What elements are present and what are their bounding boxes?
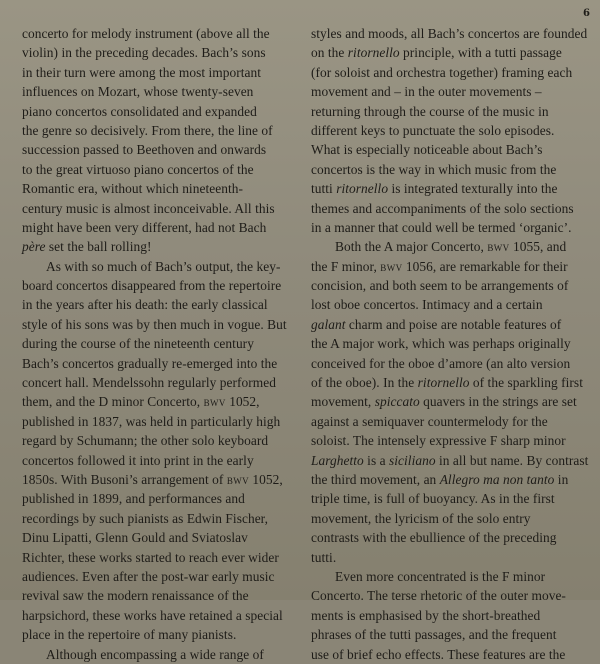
text-run: during the course of the nineteenth century xyxy=(22,336,254,352)
text-line xyxy=(311,509,587,528)
text-run: triple time, is full of buoyancy. As in the first xyxy=(311,491,555,507)
text-line xyxy=(311,63,587,82)
text-run: regard by Schumann; the other solo keyboard xyxy=(22,433,269,449)
text-line xyxy=(22,567,302,586)
text-run: in the years after his death: the early classical xyxy=(22,297,268,313)
page-number: 6 xyxy=(583,8,590,19)
text-line xyxy=(22,218,302,237)
text-line xyxy=(22,354,302,373)
text-run: of the oboe). In the xyxy=(311,375,418,391)
text-line xyxy=(311,43,587,62)
text-line xyxy=(311,528,587,547)
text-line xyxy=(22,237,302,256)
text-line xyxy=(22,392,302,411)
text-line xyxy=(311,431,587,450)
text-run: harpsichord, these works have retained a special xyxy=(22,607,283,623)
text-line xyxy=(22,645,302,664)
text-line xyxy=(22,43,302,62)
text-line xyxy=(311,140,587,159)
text-line xyxy=(22,102,302,121)
catalogue-abbreviation: bwv xyxy=(380,258,403,274)
italic-run: ritornello xyxy=(347,45,400,61)
text-run: charm and poise are notable features of xyxy=(345,316,562,332)
text-run: movement, xyxy=(311,394,375,410)
catalogue-abbreviation: bwv xyxy=(203,394,226,410)
text-line xyxy=(22,625,302,644)
text-run: them, and the D minor Concerto, xyxy=(22,394,204,410)
text-run: 1052, xyxy=(225,394,260,410)
catalogue-abbreviation: bwv xyxy=(226,471,250,487)
text-run: published in 1837, was held in particularly high xyxy=(22,413,281,429)
text-line xyxy=(311,276,587,295)
text-line xyxy=(311,412,587,431)
text-line xyxy=(311,567,587,586)
text-run: Even more concentrated is the F minor xyxy=(335,568,546,584)
text-run: the third movement, an xyxy=(311,471,440,487)
text-run: style of his sons was by then much in vogue. But xyxy=(22,316,287,332)
text-line xyxy=(22,257,302,276)
text-run: Although encompassing a wide range of xyxy=(46,646,264,662)
text-run: board concertos disappeared from the repertoire xyxy=(22,278,282,294)
text-run: is a xyxy=(363,452,389,468)
text-run: What is especially noticeable about Bach’s xyxy=(311,142,543,158)
catalogue-abbreviation: bwv xyxy=(487,239,510,255)
text-run: in all but name. By contrast xyxy=(435,452,589,468)
text-run: century music is almost inconceivable. All this xyxy=(22,200,275,216)
text-line xyxy=(22,509,302,528)
text-run: concert hall. Mendelssohn regularly performed xyxy=(22,375,276,391)
italic-run: père xyxy=(22,239,46,255)
italic-run: galant xyxy=(311,316,346,332)
text-line xyxy=(22,470,302,489)
text-run: concertos followed it into print in the early xyxy=(22,452,254,468)
text-run: concerto for melody instrument (above all the xyxy=(22,26,270,41)
text-line xyxy=(311,295,587,314)
text-run: the A major work, which was perhaps originally xyxy=(311,336,571,352)
text-line xyxy=(22,528,302,547)
text-run: ments is emphasised by the short-breathed xyxy=(311,607,541,623)
text-run: to the great virtuoso piano concertos of the xyxy=(22,161,254,177)
text-run: set the ball rolling! xyxy=(45,239,152,255)
text-run: influences on Mozart, whose twenty-seven xyxy=(22,84,254,100)
text-run: recordings by such pianists as Edwin Fischer, xyxy=(22,510,269,526)
text-run: revival saw the modern renaissance of the xyxy=(22,588,249,604)
text-run: (for soloist and orchestra together) framing each xyxy=(311,64,573,80)
text-run: the genre so decisively. From there, the line of xyxy=(22,122,273,138)
text-line xyxy=(311,179,587,198)
text-line xyxy=(311,121,587,140)
text-line xyxy=(22,431,302,450)
text-run: place in the repertoire of many pianists. xyxy=(22,627,237,643)
text-line xyxy=(22,140,302,159)
text-line xyxy=(311,451,587,470)
italic-run: spiccato xyxy=(374,394,420,410)
text-run: different keys to punctuate the solo episodes. xyxy=(311,122,555,138)
text-line xyxy=(22,315,302,334)
text-line xyxy=(22,489,302,508)
text-run: piano concertos consolidated and expanded xyxy=(22,103,257,119)
text-run: contrasts with the ebullience of the preceding xyxy=(311,530,557,546)
text-line xyxy=(311,645,587,664)
text-run: 1055, and xyxy=(509,239,567,255)
text-line xyxy=(22,548,302,567)
text-run: 1850s. With Busoni’s arrangement of xyxy=(22,471,227,487)
text-line xyxy=(311,586,587,605)
text-run: on the xyxy=(311,45,348,61)
text-run: in their turn were among the most important xyxy=(22,64,262,80)
italic-run: siciliano xyxy=(389,452,436,468)
text-line xyxy=(311,82,587,101)
text-line xyxy=(311,237,587,256)
text-run: movement, the lyricism of the solo entry xyxy=(311,510,531,526)
text-line xyxy=(22,412,302,431)
italic-run: ritornello xyxy=(336,181,389,197)
text-line xyxy=(22,63,302,82)
text-line xyxy=(22,295,302,314)
text-line xyxy=(22,199,302,218)
text-run: concertos is the way in which music from the xyxy=(311,161,557,177)
text-run: Dinu Lipatti, Glenn Gould and Sviatoslav xyxy=(22,530,248,546)
text-run: principle, with a tutti passage xyxy=(399,45,562,61)
text-line xyxy=(311,606,587,625)
text-line xyxy=(22,24,302,43)
text-line xyxy=(22,606,302,625)
text-line xyxy=(311,160,587,179)
text-line xyxy=(311,257,587,276)
text-run: As with so much of Bach’s output, the key- xyxy=(46,258,281,274)
text-line xyxy=(311,199,587,218)
text-line xyxy=(311,392,587,411)
text-line xyxy=(22,276,302,295)
text-run: returning through the course of the music in xyxy=(311,103,549,119)
text-line xyxy=(311,625,587,644)
text-line xyxy=(311,102,587,121)
text-run: use of brief echo effects. These features are the xyxy=(311,646,566,662)
right-column xyxy=(311,24,587,664)
text-run: is integrated texturally into the xyxy=(388,181,558,197)
text-line xyxy=(311,315,587,334)
text-run: against a semiquaver countermelody for the xyxy=(311,413,548,429)
text-line xyxy=(22,586,302,605)
text-run: violin) in the preceding decades. Bach’s sons xyxy=(22,45,266,61)
text-run: Both the A major Concerto, xyxy=(335,239,488,255)
text-run: of the sparkling first xyxy=(469,375,583,391)
text-run: movement and – in the outer movements – xyxy=(311,84,542,100)
text-run: Romantic era, without which nineteenth- xyxy=(22,181,243,197)
text-run: 1052, xyxy=(249,471,283,487)
text-run: the F minor, xyxy=(311,258,381,274)
text-run: phrases of the tutti passages, and the frequent xyxy=(311,627,557,643)
text-line xyxy=(22,451,302,470)
text-run: in a manner that could well be termed ‘organic’. xyxy=(311,219,572,235)
text-run: in xyxy=(554,471,569,487)
text-line xyxy=(311,548,587,567)
text-run: styles and moods, all Bach’s concertos are founded xyxy=(311,26,588,41)
text-run: 1056, are remarkable for their xyxy=(402,258,568,274)
text-line xyxy=(311,470,587,489)
text-run: published in 1899, and performances and xyxy=(22,491,245,507)
text-run: tutti xyxy=(311,181,337,197)
text-run: conceived for the oboe d’amore (an alto version xyxy=(311,355,571,371)
text-line xyxy=(22,334,302,353)
text-line xyxy=(22,121,302,140)
text-run: concision, and both seem to be arrangements of xyxy=(311,278,569,294)
text-run: soloist. The intensely expressive F sharp minor xyxy=(311,433,566,449)
italic-run: Larghetto xyxy=(311,452,364,468)
italic-run: ritornello xyxy=(417,375,470,391)
text-run: Concerto. The terse rhetoric of the outer move- xyxy=(311,588,566,604)
text-run: might have been very different, had not Bach xyxy=(22,219,267,235)
text-run: lost oboe concertos. Intimacy and a certain xyxy=(311,297,543,313)
text-run: themes and accompaniments of the solo sections xyxy=(311,200,574,216)
left-column xyxy=(22,24,302,664)
text-line xyxy=(311,354,587,373)
text-run: Richter, these works started to reach ever wider xyxy=(22,549,279,565)
text-line xyxy=(311,373,587,392)
text-line xyxy=(22,160,302,179)
text-line xyxy=(22,373,302,392)
text-run: Bach’s concertos gradually re-emerged into the xyxy=(22,355,278,371)
text-run: quavers in the strings are set xyxy=(419,394,577,410)
text-line xyxy=(22,82,302,101)
text-run: succession passed to Beethoven and onwards xyxy=(22,142,267,158)
text-line xyxy=(311,334,587,353)
text-run: audiences. Even after the post-war early music xyxy=(22,568,275,584)
text-line xyxy=(311,489,587,508)
text-line xyxy=(311,24,587,43)
text-line xyxy=(311,218,587,237)
text-line xyxy=(22,179,302,198)
italic-run: Allegro ma non tanto xyxy=(439,471,555,487)
text-run: tutti. xyxy=(311,549,337,565)
